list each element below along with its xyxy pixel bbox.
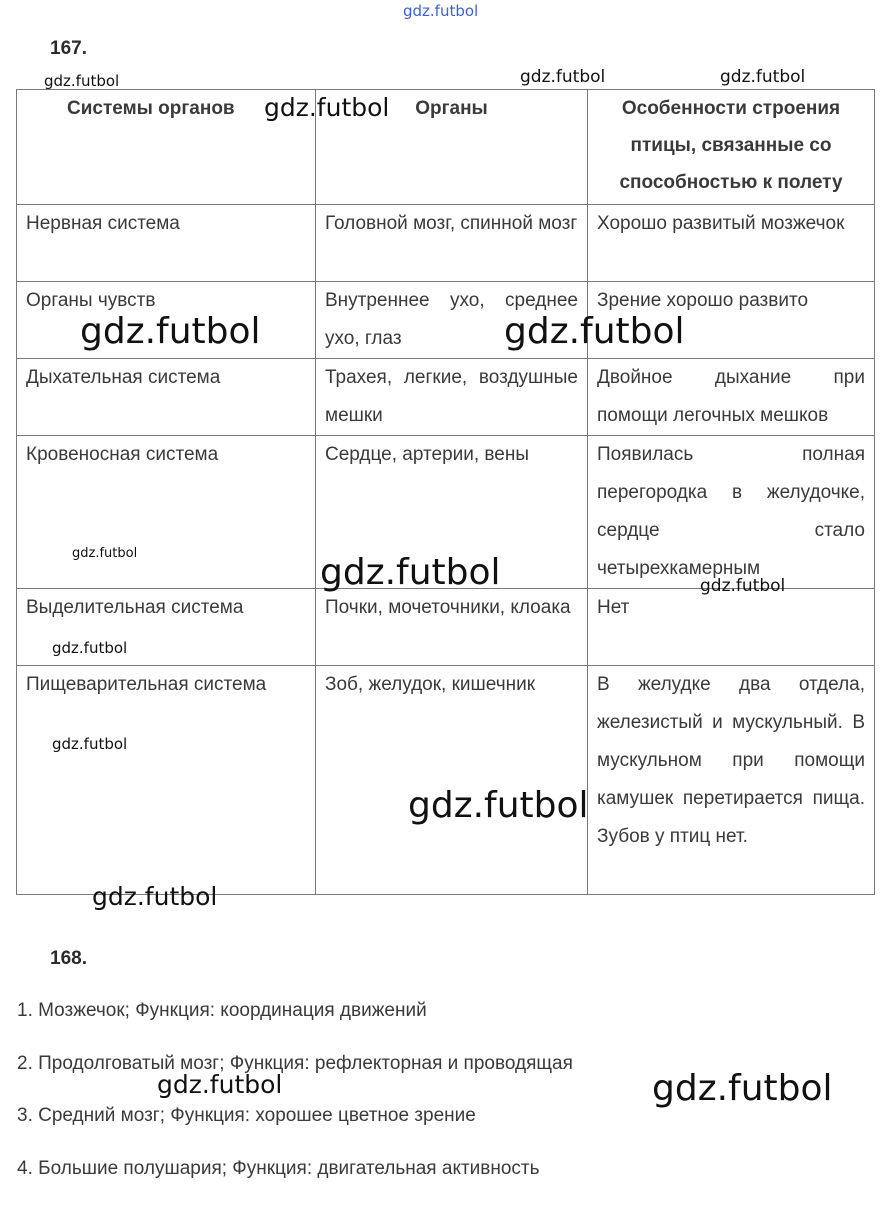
watermark: gdz.futbol	[700, 576, 785, 596]
watermark: gdz.futbol	[72, 546, 137, 561]
header-organs: Органы	[316, 90, 588, 205]
cell-system: Органы чувств	[17, 282, 316, 359]
watermark: gdz.futbol	[92, 882, 217, 911]
watermark: gdz.futbol	[520, 67, 605, 87]
cell-organs: Внутреннее ухо, среднее ухо, глаз	[316, 282, 588, 359]
task-168-number: 168.	[50, 948, 87, 970]
watermark: gdz.futbol	[504, 311, 685, 352]
cell-organs: Трахея, легкие, воздушные мешки	[316, 359, 588, 436]
watermark: gdz.futbol	[652, 1068, 833, 1109]
task-167-number: 167.	[50, 38, 87, 60]
cell-organs: Зоб, желудок, кишечник	[316, 666, 588, 895]
cell-organs: Почки, мочеточники, клоака	[316, 589, 588, 666]
watermark: gdz.futbol	[44, 72, 119, 90]
cell-features: Хорошо развитый мозжечок	[588, 205, 875, 282]
table-header-row	[17, 90, 875, 205]
brain-parts-list	[17, 996, 573, 1206]
bird-organ-systems-table	[16, 89, 875, 895]
cell-organs: Сердце, артерии, вены	[316, 436, 588, 589]
cell-features: Нет	[588, 589, 875, 666]
watermark: gdz.futbol	[52, 735, 127, 753]
watermark: gdz.futbol	[80, 311, 261, 352]
table-row	[17, 589, 875, 666]
table-row	[17, 359, 875, 436]
cell-system: Нервная система	[17, 205, 316, 282]
header-flight-features: Особенности строения птицы, связанные со способностью к полету	[588, 90, 875, 205]
cell-organs: Головной мозг, спинной мозг	[316, 205, 588, 282]
table-row	[17, 666, 875, 895]
cell-system: Дыхательная система	[17, 359, 316, 436]
list-item: 3. Средний мозг; Функция: хорошее цветное зрение	[17, 1101, 573, 1154]
watermark: gdz.futbol	[157, 1070, 282, 1099]
table-row	[17, 205, 875, 282]
table-row	[17, 436, 875, 589]
header-organ-systems: Системы органов	[17, 90, 316, 205]
cell-features: Зрение хорошо развито	[588, 282, 875, 359]
watermark: gdz.futbol	[264, 93, 389, 122]
cell-system: Кровеносная система	[17, 436, 316, 589]
cell-features: В желудке два отдела, железистый и мускульный. В мускульном при помощи камушек перетирается пища. Зубов у птиц нет.	[588, 666, 875, 895]
cell-system: Пищеварительная система	[17, 666, 316, 895]
cell-features: Появилась полная перегородка в желудочке, сердце стало четырехкамерным	[588, 436, 875, 589]
list-item: 1. Мозжечок; Функция: координация движений	[17, 996, 573, 1049]
watermark-link[interactable]: gdz.futbol	[403, 2, 478, 20]
cell-features: Двойное дыхание при помощи легочных мешков	[588, 359, 875, 436]
watermark: gdz.futbol	[52, 639, 127, 657]
list-item: 4. Большие полушария; Функция: двигательная активность	[17, 1154, 573, 1206]
watermark: gdz.futbol	[720, 67, 805, 87]
watermark: gdz.futbol	[320, 552, 501, 593]
watermark: gdz.futbol	[408, 785, 589, 826]
table-row	[17, 282, 875, 359]
list-item: 2. Продолговатый мозг; Функция: рефлекторная и проводящая	[17, 1049, 573, 1102]
cell-system: Выделительная система	[17, 589, 316, 666]
